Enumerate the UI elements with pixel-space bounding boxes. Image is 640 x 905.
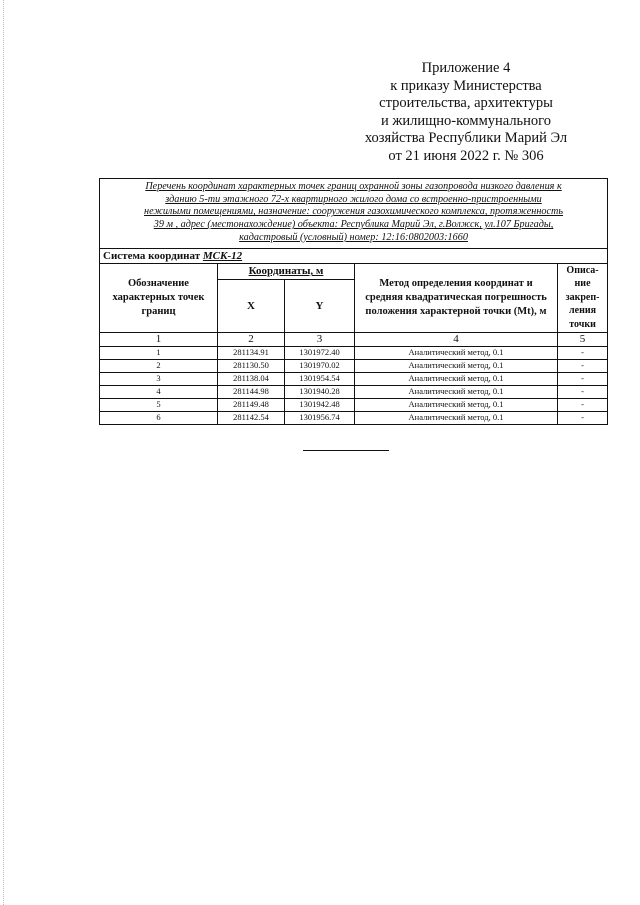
method-value: Аналитический метод, 0.1 — [355, 346, 558, 359]
method-value: Аналитический метод, 0.1 — [355, 359, 558, 372]
coordinate-system-value: МСК-12 — [202, 249, 243, 262]
point-id: 2 — [100, 359, 218, 372]
x-value: 281134.91 — [218, 346, 285, 359]
header-line: строительства, архитектуры — [379, 95, 553, 111]
header-x: X — [218, 279, 285, 332]
fixing-value: - — [558, 372, 608, 385]
y-value: 1301954.54 — [285, 372, 355, 385]
point-id: 1 — [100, 346, 218, 359]
method-value: Аналитический метод, 0.1 — [355, 372, 558, 385]
table-row — [100, 359, 608, 372]
x-value: 281149.48 — [218, 398, 285, 411]
y-value: 1301940.28 — [285, 385, 355, 398]
table-row — [100, 346, 608, 359]
coordinate-system-row — [100, 248, 608, 263]
point-id: 6 — [100, 411, 218, 424]
scan-margin-line — [3, 0, 4, 905]
header-line: и жилищно-коммунального — [380, 112, 552, 129]
header-coordinates: Координаты, м — [218, 263, 355, 279]
x-value: 281144.98 — [218, 385, 285, 398]
method-value: Аналитический метод, 0.1 — [355, 398, 558, 411]
point-id: 4 — [100, 385, 218, 398]
end-of-document-rule — [303, 450, 389, 451]
column-number: 2 — [218, 332, 285, 346]
coordinates-table — [99, 178, 608, 425]
x-value: 281138.04 — [218, 372, 285, 385]
header-method: Метод определения координат и средняя квадратическая погрешность положения характерной точки (Mt), м — [355, 263, 558, 332]
column-number: 4 — [355, 332, 558, 346]
x-value: 281130.50 — [218, 359, 285, 372]
fixing-value: - — [558, 385, 608, 398]
title-line: кадастровый (условный) номер: 12:16:0802003:1660 — [239, 231, 468, 243]
fixing-value: - — [558, 346, 608, 359]
column-number: 5 — [558, 332, 608, 346]
table-row — [100, 372, 608, 385]
title-line: нежилыми помещениями, назначение: сооружения газохимического комплекса, протяженность — [144, 206, 564, 218]
coordinate-system-label: Система координат — [103, 249, 201, 262]
table-row — [100, 398, 608, 411]
fixing-value: - — [558, 398, 608, 411]
table-row — [100, 411, 608, 424]
header-line: к приказу Министерства — [390, 77, 542, 94]
header-line: Приложение 4 — [421, 60, 511, 76]
fixing-value: - — [558, 359, 608, 372]
column-number: 3 — [285, 332, 355, 346]
title-line: Перечень координат характерных точек границ охранной зоны газопровода низкого давления к — [145, 181, 562, 192]
y-value: 1301942.48 — [285, 398, 355, 411]
method-value: Аналитический метод, 0.1 — [355, 411, 558, 424]
table-row — [100, 385, 608, 398]
x-value: 281142.54 — [218, 411, 285, 424]
header-designation: Обозначение характерных точек границ — [100, 263, 218, 332]
appendix-header — [356, 60, 576, 165]
method-value: Аналитический метод, 0.1 — [355, 385, 558, 398]
header-y: Y — [285, 279, 355, 332]
y-value: 1301972.40 — [285, 346, 355, 359]
y-value: 1301956.74 — [285, 411, 355, 424]
y-value: 1301970.02 — [285, 359, 355, 372]
fixing-value: - — [558, 411, 608, 424]
column-number-row — [100, 332, 608, 346]
header-line: от 21 июня 2022 г. № 306 — [388, 147, 544, 164]
table-title — [100, 179, 608, 249]
title-line: зданию 5-ти этажного 72-х квартирного жилого дома со встроенно-пристроенными — [165, 193, 542, 205]
header-fixing: Описа-ние закреп-ления точки — [558, 263, 608, 332]
point-id: 3 — [100, 372, 218, 385]
title-line: 39 м , адрес (местонахождение) объекта: Республика Марий Эл, г.Волжск, ул.107 Бригады, — [153, 219, 554, 231]
point-id: 5 — [100, 398, 218, 411]
header-line: хозяйства Республики Марий Эл — [364, 130, 568, 146]
column-number: 1 — [100, 332, 218, 346]
